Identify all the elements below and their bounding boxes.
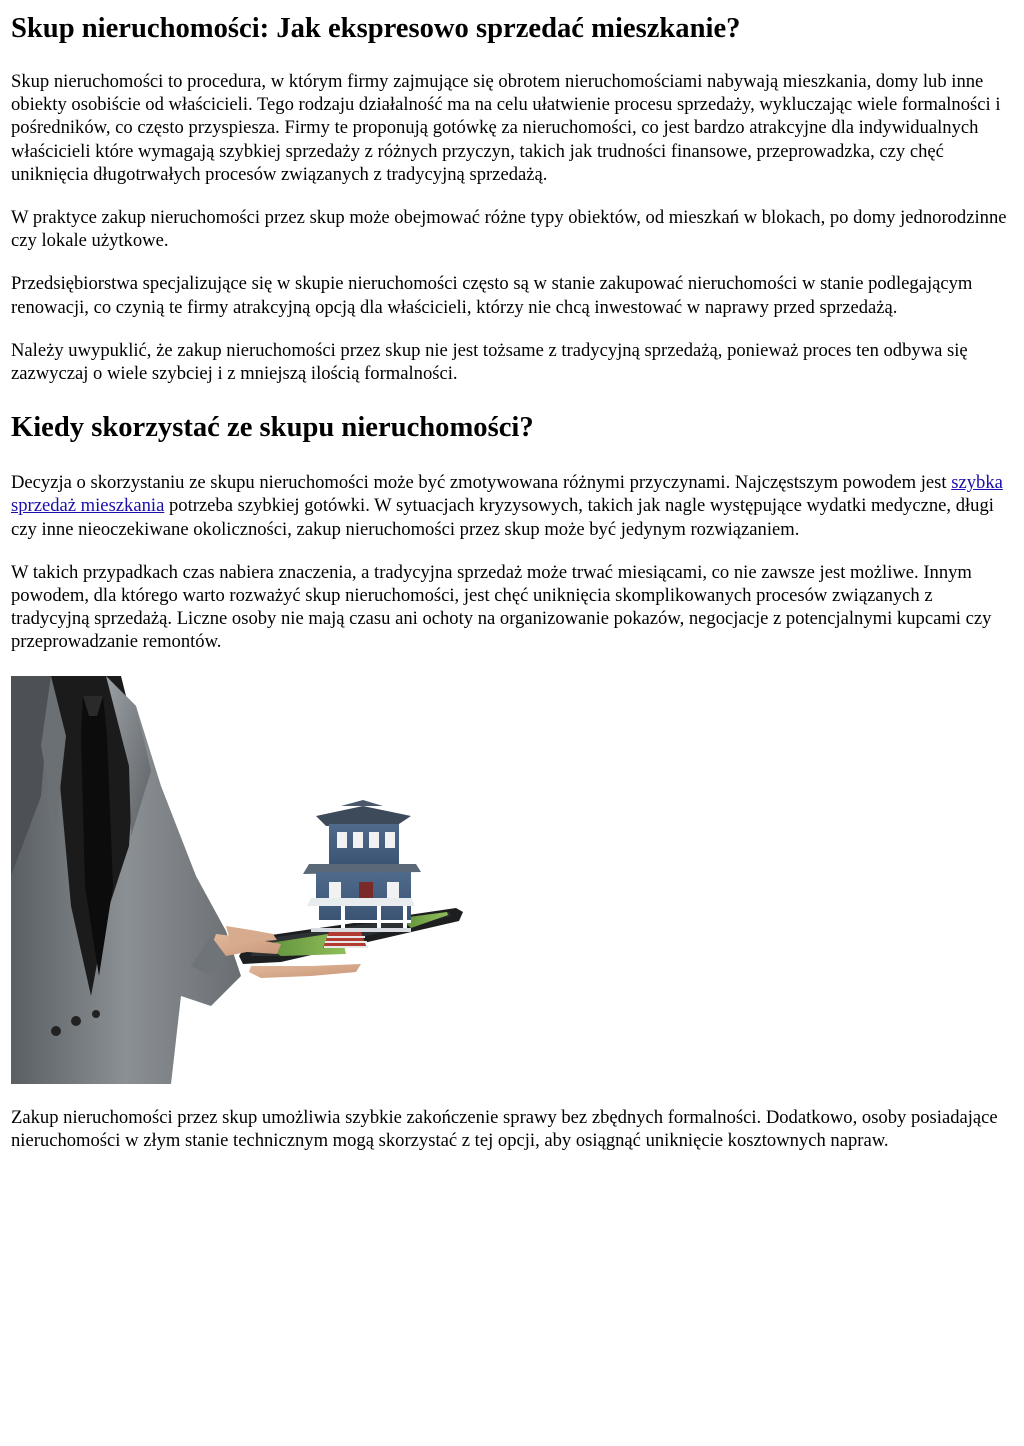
intro-paragraph-1: Skup nieruchomości to procedura, w którym firmy zajmujące się obrotem nieruchomościami nabywają mieszkania, domy lub inne obiekty osobiście od właścicieli. Tego rodzaju działalność ma na celu ułatwienie procesu sprzedaży, wykluczając wiele formalności i pośredników, co często przyspiesza. Firmy te proponują gotówkę za nieruchomości, co jest bardzo atrakcyjne dla indywidualnych właścicieli które wymagają szybkiej sprzedaży z różnych przyczyn, takich jak trudności finansowe, przeprowadzka, czy chęć uniknięcia długotrwałych procesów związanych z tradycyjną sprzedażą.: [11, 71, 1001, 185]
section-heading: Kiedy skorzystać ze skupu nieruchomości?: [11, 412, 534, 444]
sale-link[interactable]: szybka sprzedaż mieszkania: [11, 472, 1003, 517]
intro-paragraph-3: Przedsiębiorstwa specjalizujące się w skupie nieruchomości często są w stanie zakupować nieruchomości w stanie podlegającym renowacji, co czynią te firmy atrakcyjną opcją dla właścicieli, którzy nie chcą inwestować w naprawy przed sprzedażą.: [11, 273, 973, 318]
paragraph-text-before-link: Decyzja o skorzystaniu ze skupu nieruchomości może być zmotywowana różnymi przyczynami. Najczęstszym powodem jest: [11, 472, 952, 494]
intro-paragraph-4: Należy uwypuklić, że zakup nieruchomości przez skup nie jest tożsame z tradycyjną sprzedażą, ponieważ proces ten odbywa się zazwyczaj o wiele szybciej i z mniejszą ilością formalności.: [11, 339, 968, 385]
paragraph-text-after-link: potrzeba szybkiej gotówki. W sytuacjach kryzysowych, takich jak nagle występujące wydatki medyczne, długi czy inne nieoczekiwane okoliczności, zakup nieruchomości przez skup może być jedynym rozwiązaniem.: [11, 495, 994, 540]
section-paragraph-3: Zakup nieruchomości przez skup umożliwia szybkie zakończenie sprawy bez zbędnych formalności. Dodatkowo, osoby posiadające nieruchomości w złym stanie technicznym mogą skorzystać z tej opcji, aby osiągnąć uniknięcie kosztownych napraw.: [11, 1106, 998, 1151]
page-title: Skup nieruchomości: Jak ekspresowo sprzedać mieszkanie?: [11, 13, 741, 44]
intro-paragraph-2: W praktyce zakup nieruchomości przez skup może obejmować różne typy obiektów, od mieszkań w blokach, po domy jednorodzinne czy lokale użytkowe.: [11, 207, 1007, 252]
man-with-tablet-house-image: [11, 676, 463, 1084]
article: [11, 0, 1013, 1152]
section-paragraph-2: W takich przypadkach czas nabiera znaczenia, a tradycyjna sprzedaż może trwać miesiącami, co nie zawsze jest możliwe. Innym powodem, dla którego warto rozważyć skup nieruchomości, jest chęć uniknięcia skomplikowanych procesów związanych z tradycyjną sprzedażą. Liczne osoby nie mają czasu ani ochoty na organizowanie pokazów, negocjacje z potencjalnymi kupcami czy przeprowadzanie remontów.: [11, 561, 992, 653]
section-paragraph-1: [11, 471, 1013, 541]
